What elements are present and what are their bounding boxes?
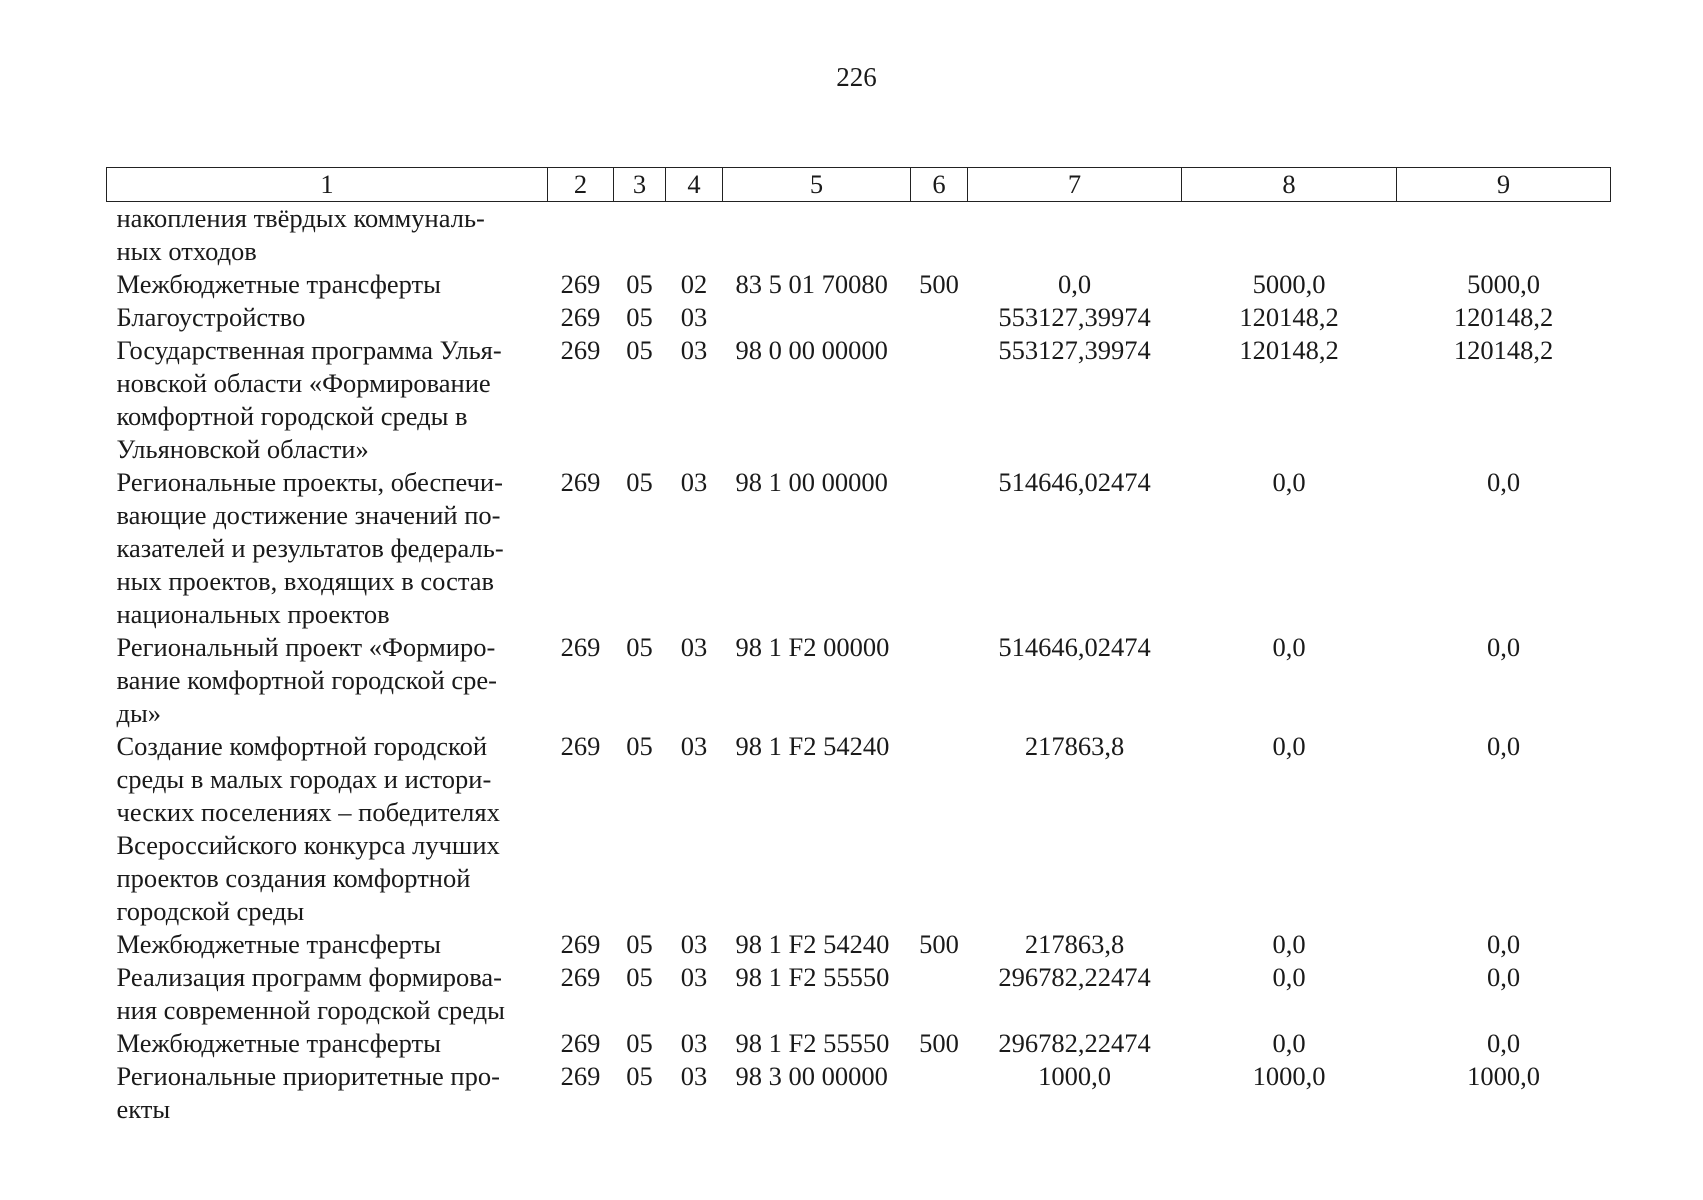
subsection-code: 03 — [680, 731, 708, 761]
line-item-name: Региональный проект «Формиро- вание комфортной городской сре- ды» — [116, 632, 497, 728]
table-row — [107, 334, 1611, 466]
ministry-code: 269 — [560, 929, 601, 959]
table-body — [107, 202, 1611, 1127]
amount-col-8: 0,0 — [1272, 962, 1306, 992]
table-row — [107, 202, 1611, 269]
amount-col-8: 0,0 — [1272, 1028, 1306, 1058]
header-col-4: 4 — [666, 168, 723, 202]
ministry-code — [548, 202, 614, 269]
subsection-code: 02 — [680, 269, 708, 299]
amount-col-7: 1000,0 — [1038, 1061, 1111, 1091]
header-col-3: 3 — [614, 168, 666, 202]
amount-col-7 — [968, 202, 1182, 269]
line-item-name: Межбюджетные трансферты — [116, 269, 441, 299]
subsection-code: 03 — [680, 335, 708, 365]
subsection-code: 03 — [680, 632, 708, 662]
header-row — [107, 168, 1611, 202]
expense-type-code — [911, 334, 968, 466]
amount-col-9: 0,0 — [1486, 731, 1521, 761]
amount-col-7: 217863,8 — [1024, 731, 1125, 761]
target-article-code: 98 3 00 00000 — [735, 1061, 888, 1091]
amount-col-7: 296782,22474 — [998, 962, 1151, 992]
line-item-name: накопления твёрдых коммуналь- ных отходов — [116, 203, 485, 266]
subsection-code: 03 — [680, 1061, 708, 1091]
line-item-name: Межбюджетные трансферты — [116, 1028, 441, 1058]
expense-type-code: 500 — [919, 1028, 959, 1058]
amount-col-8: 0,0 — [1272, 929, 1306, 959]
budget-table — [106, 167, 1611, 1126]
amount-col-7: 553127,39974 — [998, 302, 1151, 332]
ministry-code: 269 — [560, 632, 601, 662]
amount-col-7: 217863,8 — [1024, 929, 1125, 959]
table-row — [107, 631, 1611, 730]
target-article-code: 98 1 F2 55550 — [735, 1028, 890, 1058]
section-code: 05 — [626, 1061, 653, 1091]
subsection-code: 03 — [680, 467, 708, 497]
target-article-code: 98 0 00 00000 — [735, 335, 888, 365]
header-col-2: 2 — [548, 168, 614, 202]
line-item-name: Реализация программ формирова- ния современной городской среды — [116, 962, 505, 1025]
amount-col-9: 120148,2 — [1453, 335, 1554, 365]
amount-col-7: 514646,02474 — [998, 467, 1151, 497]
amount-col-9: 0,0 — [1486, 929, 1521, 959]
header-col-8: 8 — [1182, 168, 1397, 202]
amount-col-8 — [1182, 202, 1397, 269]
line-item-name: Благоустройство — [116, 302, 306, 332]
table-header — [107, 168, 1611, 202]
table-row — [107, 730, 1611, 928]
table-row — [107, 961, 1611, 1027]
section-code: 05 — [626, 929, 653, 959]
amount-col-9: 0,0 — [1486, 632, 1521, 662]
amount-col-8: 5000,0 — [1252, 269, 1326, 299]
subsection-code: 03 — [680, 962, 708, 992]
line-item-name: Региональные приоритетные про- екты — [116, 1061, 500, 1124]
ministry-code: 269 — [560, 269, 601, 299]
table-row — [107, 466, 1611, 631]
section-code: 05 — [626, 632, 653, 662]
amount-col-7: 514646,02474 — [998, 632, 1151, 662]
header-col-5: 5 — [723, 168, 911, 202]
expense-type-code — [911, 301, 968, 334]
ministry-code: 269 — [560, 1061, 601, 1091]
ministry-code: 269 — [560, 302, 601, 332]
section-code: 05 — [626, 269, 653, 299]
header-col-9: 9 — [1397, 168, 1611, 202]
expense-type-code — [911, 631, 968, 730]
line-item-name: Региональные проекты, обеспечи- вающие достижение значений по- казателей и результатов федераль- ных проектов, входящих в состав национальных проектов — [116, 467, 504, 629]
section-code: 05 — [626, 962, 653, 992]
subsection-code: 03 — [680, 302, 708, 332]
header-col-7: 7 — [968, 168, 1182, 202]
table-row — [107, 1027, 1611, 1060]
amount-col-8: 120148,2 — [1239, 302, 1339, 332]
amount-col-9: 0,0 — [1486, 962, 1521, 992]
amount-col-9: 0,0 — [1486, 467, 1521, 497]
amount-col-8: 1000,0 — [1252, 1061, 1326, 1091]
expense-type-code — [911, 202, 968, 269]
target-article-code: 83 5 01 70080 — [735, 269, 888, 299]
amount-col-9: 5000,0 — [1467, 269, 1540, 299]
amount-col-8: 0,0 — [1272, 731, 1306, 761]
amount-col-9: 1000,0 — [1467, 1061, 1540, 1091]
expense-type-code — [911, 730, 968, 928]
table-row — [107, 1060, 1611, 1126]
target-article-code — [723, 301, 911, 334]
target-article-code: 98 1 F2 00000 — [735, 632, 890, 662]
amount-col-9: 0,0 — [1486, 1028, 1521, 1058]
target-article-code — [723, 202, 911, 269]
section-code: 05 — [626, 731, 653, 761]
section-code: 05 — [626, 467, 653, 497]
section-code — [614, 202, 666, 269]
budget-table-container — [106, 167, 1610, 1126]
amount-col-8: 0,0 — [1272, 467, 1306, 497]
target-article-code: 98 1 F2 55550 — [735, 962, 890, 992]
amount-col-7: 0,0 — [1057, 269, 1092, 299]
ministry-code: 269 — [560, 335, 601, 365]
subsection-code — [666, 202, 723, 269]
expense-type-code: 500 — [919, 269, 959, 299]
subsection-code: 03 — [680, 929, 708, 959]
amount-col-8: 0,0 — [1272, 632, 1306, 662]
amount-col-7: 553127,39974 — [998, 335, 1151, 365]
target-article-code: 98 1 F2 54240 — [735, 731, 890, 761]
line-item-name: Государственная программа Улья- новской области «Формирование комфортной городской среды в Ульяновской области» — [116, 335, 502, 464]
amount-col-9: 120148,2 — [1453, 302, 1554, 332]
ministry-code: 269 — [560, 962, 601, 992]
amount-col-9 — [1397, 202, 1611, 269]
target-article-code: 98 1 00 00000 — [735, 467, 888, 497]
ministry-code: 269 — [560, 1028, 601, 1058]
section-code: 05 — [626, 302, 653, 332]
header-col-1: 1 — [107, 168, 548, 202]
header-col-6: 6 — [911, 168, 968, 202]
line-item-name: Создание комфортной городской среды в малых городах и истори- ческих поселениях – победителях Всероссийского конкурса лучших проектов создания комфортной городской среды — [116, 731, 500, 926]
amount-col-8: 120148,2 — [1239, 335, 1339, 365]
section-code: 05 — [626, 335, 653, 365]
subsection-code: 03 — [680, 1028, 708, 1058]
table-row — [107, 301, 1611, 334]
ministry-code: 269 — [560, 731, 601, 761]
target-article-code: 98 1 F2 54240 — [735, 929, 890, 959]
section-code: 05 — [626, 1028, 653, 1058]
expense-type-code — [911, 1060, 968, 1126]
page-number: 226 — [836, 62, 877, 92]
expense-type-code — [911, 961, 968, 1027]
line-item-name: Межбюджетные трансферты — [116, 929, 441, 959]
table-row — [107, 268, 1611, 301]
ministry-code: 269 — [560, 467, 601, 497]
expense-type-code — [911, 466, 968, 631]
table-row — [107, 928, 1611, 961]
expense-type-code: 500 — [919, 929, 959, 959]
amount-col-7: 296782,22474 — [998, 1028, 1151, 1058]
